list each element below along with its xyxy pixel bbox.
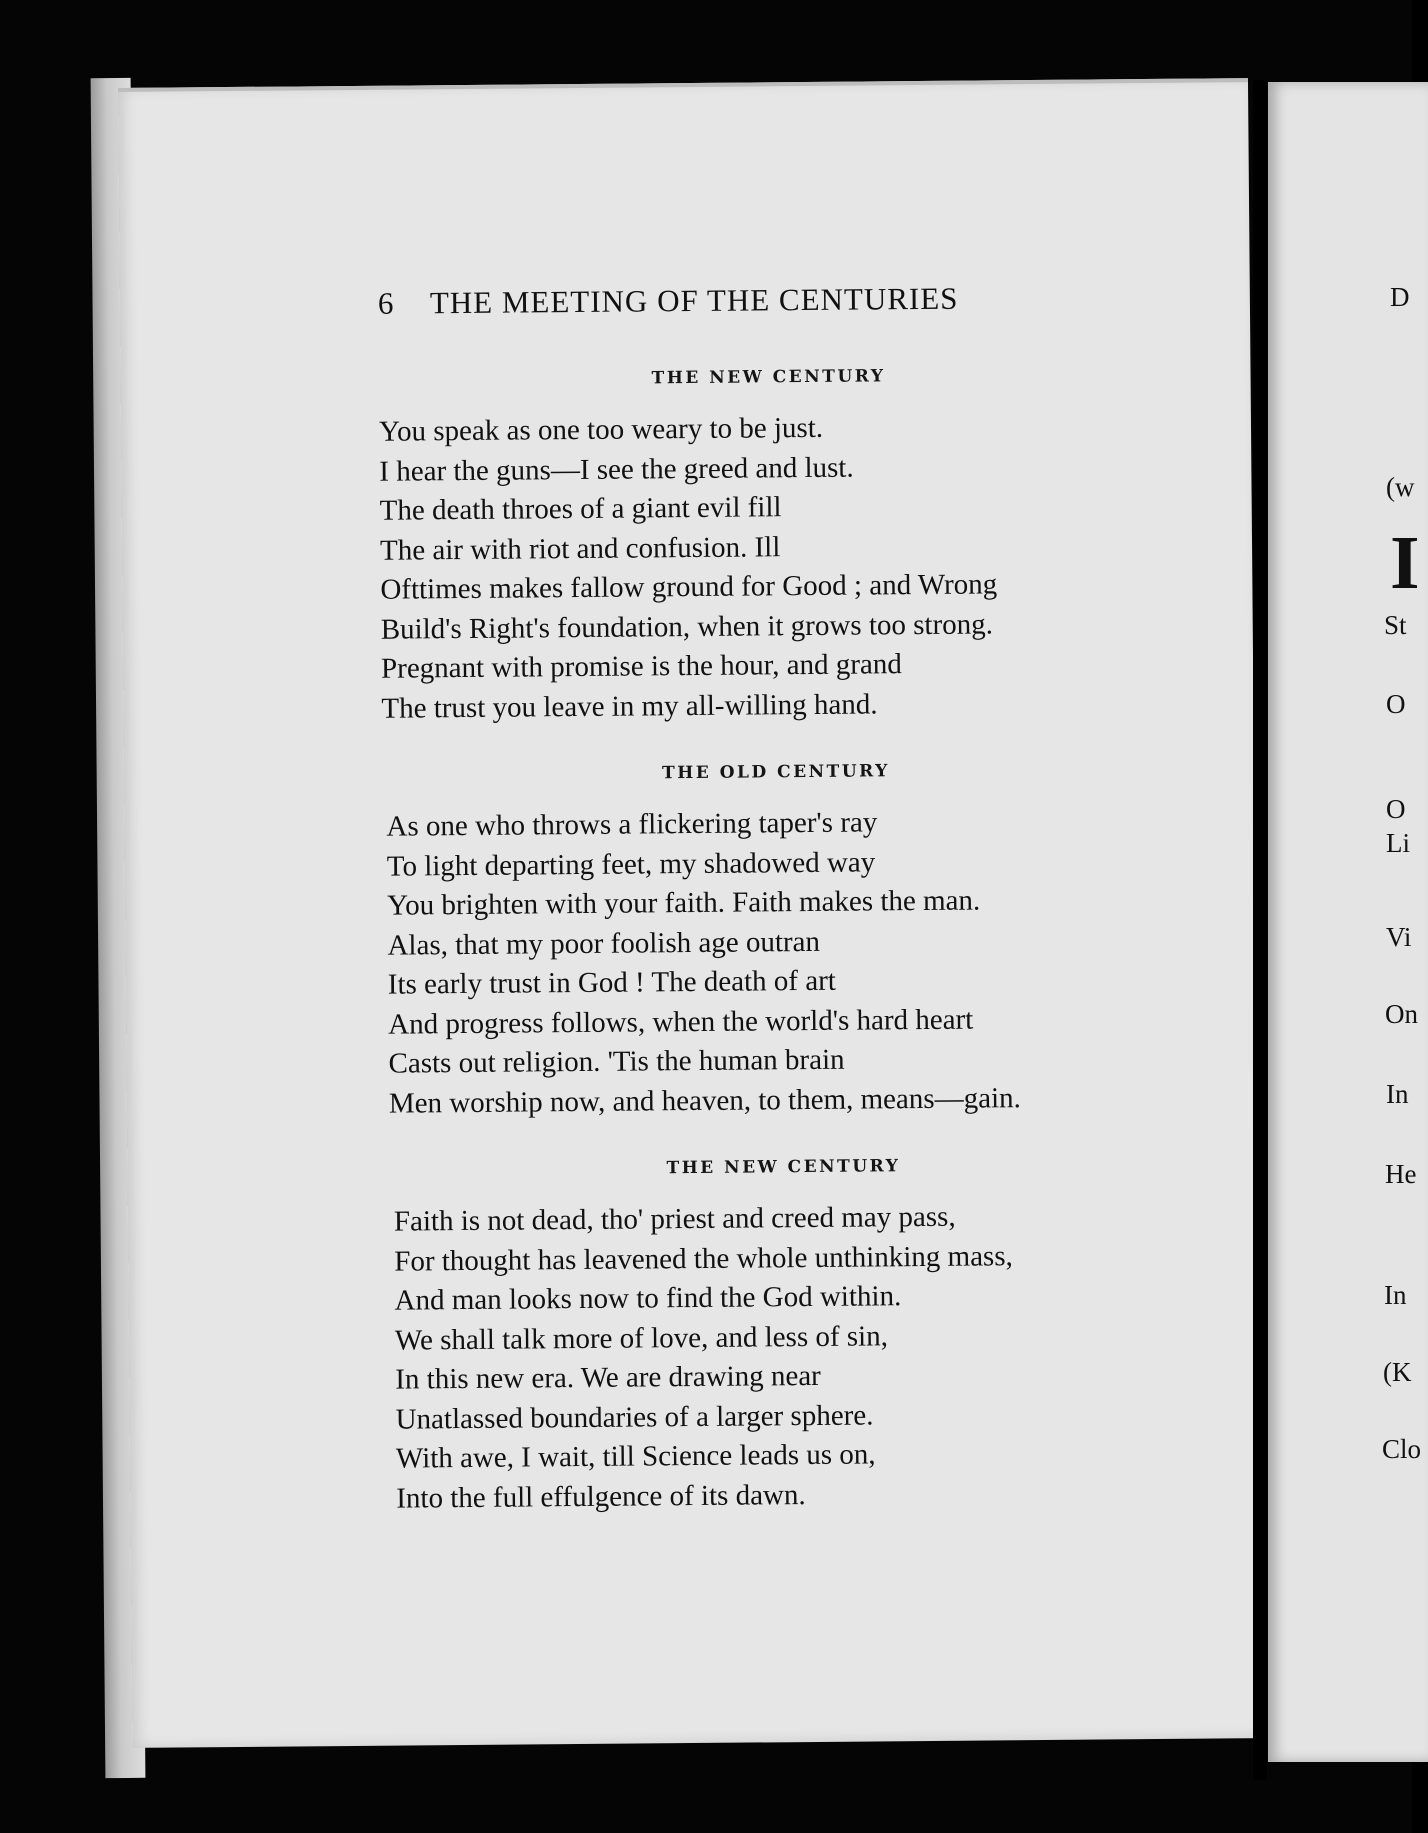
poem-line: Faith is not dead, tho' priest and creed may pass, xyxy=(393,1200,956,1238)
poem-line: With awe, I wait, till Science leads us on, xyxy=(395,1438,876,1475)
right-page-fragment: On xyxy=(1385,999,1418,1029)
poem-line: In this new era. We are drawing near xyxy=(395,1359,821,1396)
right-page-fragment: O xyxy=(1386,689,1406,719)
book-gutter xyxy=(1253,80,1267,1780)
poem-line: You brighten with your faith. Faith makes the man. xyxy=(387,884,981,922)
section-heading: THE NEW CENTURY xyxy=(651,366,886,389)
poem-line: And progress follows, when the world's hard heart xyxy=(388,1003,974,1041)
poem-line: Build's Right's foundation, when it grows too strong. xyxy=(380,607,994,646)
section-heading: THE NEW CENTURY xyxy=(666,1156,901,1179)
poem-line: We shall talk more of love, and less of sin, xyxy=(394,1319,889,1357)
poem-line: Pregnant with promise is the hour, and grand xyxy=(380,648,902,685)
poem-line: You speak as one too weary to be just. xyxy=(378,411,824,448)
right-page-fragment: Clo xyxy=(1382,1434,1422,1464)
right-page-fragment: D xyxy=(1390,282,1410,312)
poem-line: Casts out religion. 'Tis the human brain xyxy=(388,1043,845,1080)
poem-line: For thought has leavened the whole unthinking mass, xyxy=(394,1239,1013,1278)
right-page-cropped xyxy=(1268,82,1428,1762)
poem-line: To light departing feet, my shadowed way xyxy=(386,845,876,883)
poem-section-old-century xyxy=(386,759,1169,1124)
page-number: 6 xyxy=(377,285,395,321)
right-page-fragment: (K xyxy=(1383,1357,1412,1387)
poem-line: Alas, that my poor foolish age outran xyxy=(387,925,821,962)
poem-line: The air with riot and confusion. Ill xyxy=(379,530,781,567)
poem-section-new-century-2 xyxy=(393,1154,1176,1519)
section-heading: THE OLD CENTURY xyxy=(662,761,890,784)
poem-line: Unatlassed boundaries of a larger sphere. xyxy=(395,1398,874,1436)
running-head-title: THE MEETING OF THE CENTURIES xyxy=(429,280,959,321)
right-page-fragment: St xyxy=(1384,610,1407,640)
right-page-fragment: In xyxy=(1386,1079,1409,1109)
poem-line: And man looks now to find the God within. xyxy=(394,1280,902,1317)
poem-line: The trust you leave in my all-willing hand. xyxy=(381,687,878,725)
running-head xyxy=(378,279,1138,322)
right-page-fragment: Li xyxy=(1386,828,1410,858)
poem-line: The death throes of a giant evil fill xyxy=(379,491,782,527)
poem-line: Into the full effulgence of its dawn. xyxy=(396,1478,806,1515)
poem-section-new-century-1 xyxy=(378,364,1161,729)
poem-line: I hear the guns—I see the greed and lust. xyxy=(379,451,854,488)
poem-line: As one who throws a flickering taper's ray xyxy=(386,806,878,843)
poem-line: Men worship now, and heaven, to them, means—gain. xyxy=(388,1081,1021,1120)
right-page-fragment: He xyxy=(1385,1159,1417,1189)
left-page xyxy=(118,78,1262,1748)
right-page-fragment: O xyxy=(1386,794,1406,824)
right-page-fragment: In xyxy=(1384,1280,1407,1310)
poem-line: Its early trust in God ! The death of art xyxy=(387,964,836,1001)
right-page-fragment: Vi xyxy=(1386,922,1412,952)
right-page-dropcap: I xyxy=(1390,521,1420,605)
poem-line: Ofttimes makes fallow ground for Good ; and Wrong xyxy=(380,568,998,606)
right-page-fragment: (w xyxy=(1386,472,1415,502)
